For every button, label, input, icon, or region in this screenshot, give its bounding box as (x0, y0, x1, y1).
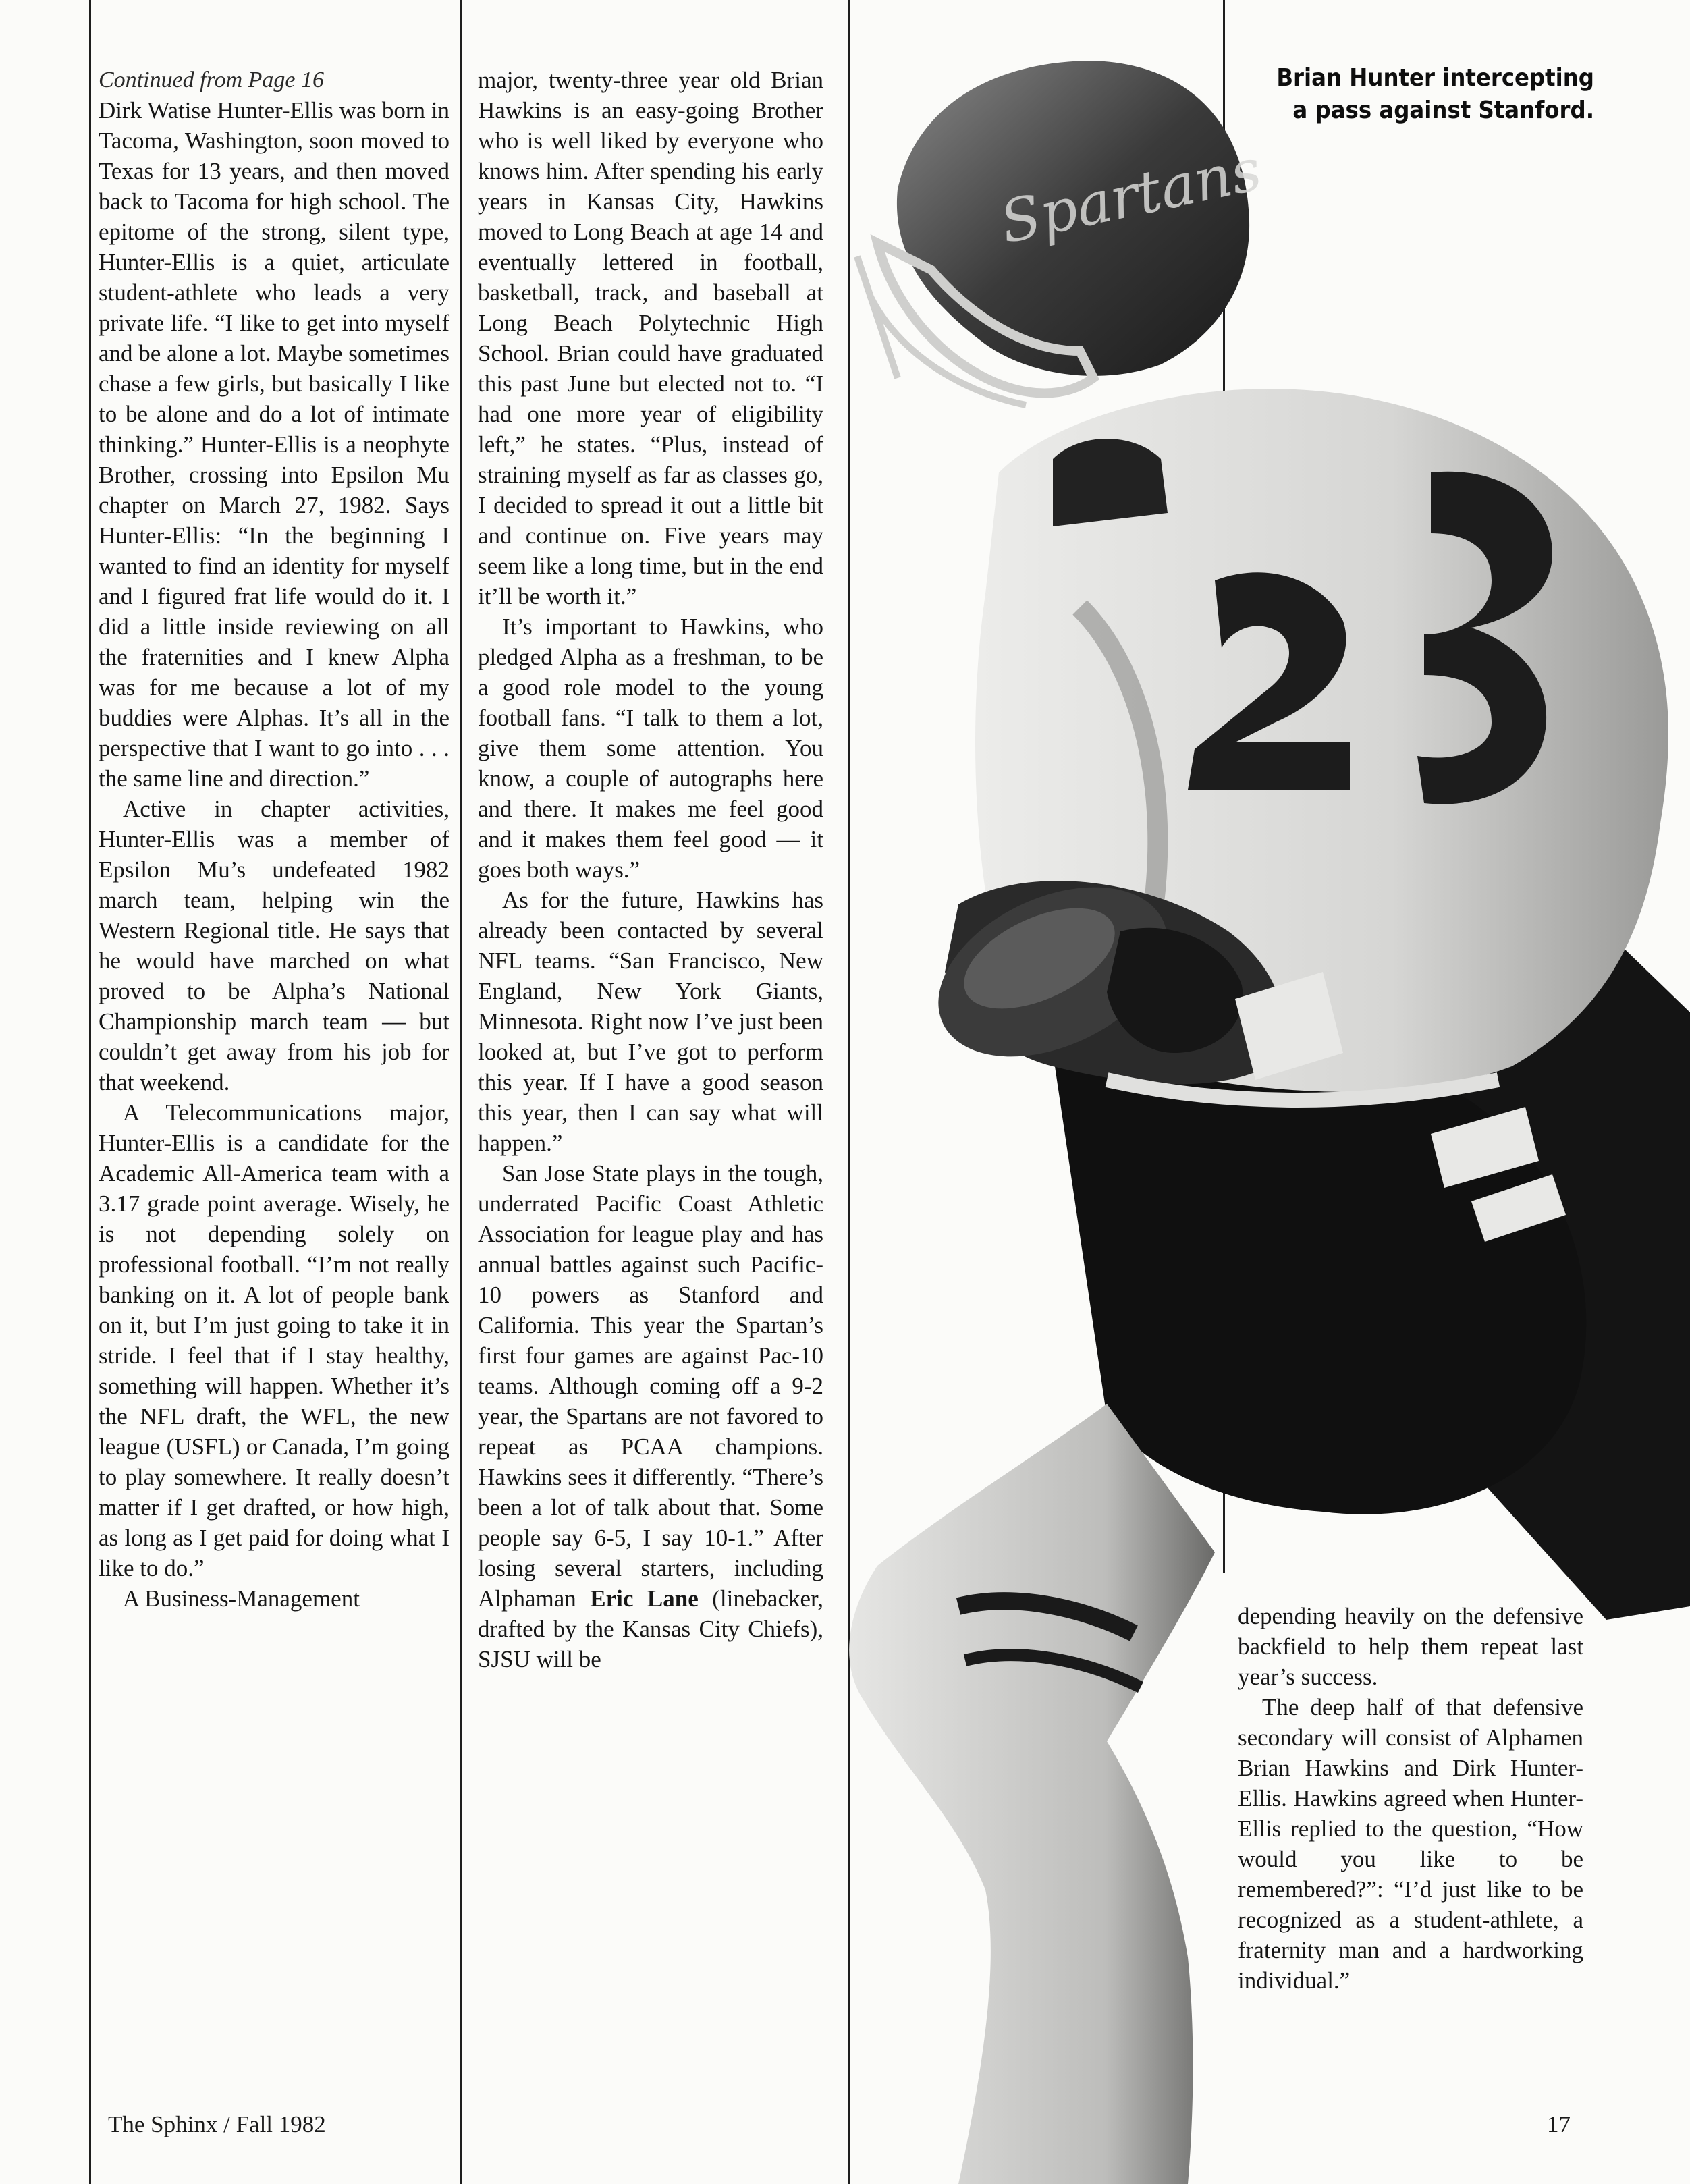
paragraph: The deep half of that defensive secondary will consist of Alphamen Brian Hawkins and Dirk Hunter-Ellis. Hawkins agreed when Hunter-Ellis replied to the question, “How would you like to be remembered?”: “I’d just like to be recognized as a student-athlete, a fraternity man and a hardworking individual.” (1238, 1694, 1583, 1994)
column-rule-1 (89, 0, 91, 2184)
article-column-2 (478, 65, 823, 1674)
paragraph: It’s important to Hawkins, who pledged Alpha as a freshman, to be a good role model to the young football fans. “I talk to them a lot, give them some attention. You know, a couple of autographs here and there. It makes me feel good and it makes them feel good — it goes both ways.” (478, 613, 823, 883)
helmet-logo: Spartans (994, 136, 1268, 257)
column-3-text (1238, 1601, 1583, 1996)
page-number: 17 (1547, 2111, 1571, 2137)
paragraph-text: San Jose State plays in the tough, underrated Pacific Coast Athletic Association for league play and has annual battles against such Pacific-10 powers as Stanford and California. This year the Spartan’s first four games are against Pac-10 teams. Although coming off a 9-2 year, the Spartans are not favored to repeat as PCAA champions. Hawkins sees it differently. “There’s been a lot of talk about that. Some people say 6-5, I say 10-1.” After losing several starters, including Alphaman (478, 1160, 823, 1612)
column-2-text (478, 65, 823, 1674)
paragraph: Active in chapter activities, Hunter-Ellis was a member of Epsilon Mu’s undefeated 1982 march team, helping win the Western Regional title. He says that he would have marched on what proved to be Alpha’s National Championship march team — but couldn’t get away from his job for that weekend. (99, 796, 449, 1095)
paragraph: A Telecommunications major, Hunter-Ellis is a candidate for the Academic All-America team with a 3.17 grade point average. Wisely, he is not depending solely on professional football. “I’m not really banking on it. A lot of people bank on it, but I’m just going to take it in stride. I feel that if I stay healthy, something will happen. Whether it’s the NFL draft, the WFL, the new league (USFL) or Canada, I’m going to play somewhere. It really doesn’t matter if I get drafted, or how high, as long as I get paid for doing what I like to do.” (99, 1099, 449, 1581)
paragraph: depending heavily on the defensive backfield to help them repeat last year’s success. (1238, 1603, 1583, 1690)
photo-caption: Brian Hunter intercepting a pass against Stanford. (1276, 64, 1594, 124)
paragraph: Dirk Watise Hunter-Ellis was born in Tacoma, Washington, soon moved to Texas for 13 years, and then moved back to Tacoma for high school. The epitome of the strong, silent type, Hunter-Ellis is a quiet, articulate student-athlete who leads a very private life. “I like to get into myself and be alone a lot. Maybe sometimes chase a few girls, but basically I like to be alone and do a lot of intimate thinking.” Hunter-Ellis is a neophyte Brother, crossing into Epsilon Mu chapter on March 27, 1982. Says Hunter-Ellis: “In the beginning I wanted to find an identity for myself and I figured frat life would do it. I did a little inside reviewing on all the fraternities and I knew Alpha was for me because a lot of my buddies were Alphas. It’s all in the perspective that I want to go into . . . the same line and direction.” (99, 97, 449, 792)
article-column-1 (99, 65, 449, 1614)
column-1-text (99, 95, 449, 1614)
paragraph (478, 1158, 823, 1674)
publication-footer: The Sphinx / Fall 1982 (108, 2111, 326, 2137)
paragraph: As for the future, Hawkins has already been contacted by several NFL teams. “San Francisco, New England, New York Giants, Minnesota. Right now I’ve just been looked at, but I’ve got to perform this year. If I have a good season this year, then I can say what will happen.” (478, 887, 823, 1156)
column-rule-2 (460, 0, 462, 2184)
article-column-3 (1238, 1601, 1583, 1996)
continued-note: Continued from Page 16 (99, 67, 324, 92)
paragraph: major, twenty-three year old Brian Hawkins is an easy-going Brother who is well liked by everyone who knows him. After spending his early years in Kansas City, Hawkins moved to Long Beach at age 14 and eventually lettered in football, basketball, track, and baseball at Long Beach Polytechnic High School. Brian could have graduated this past June but elected not to. “I had one more year of eligibility left,” he states. “Plus, instead of straining myself as far as classes go, I decided to spread it out a little bit and continue on. Five years may seem like a long time, but in the end it’ll be worth it.” (478, 67, 823, 609)
bold-name: Eric Lane (590, 1585, 699, 1612)
paragraph-text: (linebacker, drafted by the Kansas City Chiefs), SJSU will be (478, 1585, 824, 1672)
paragraph: A Business-Management (123, 1585, 360, 1612)
